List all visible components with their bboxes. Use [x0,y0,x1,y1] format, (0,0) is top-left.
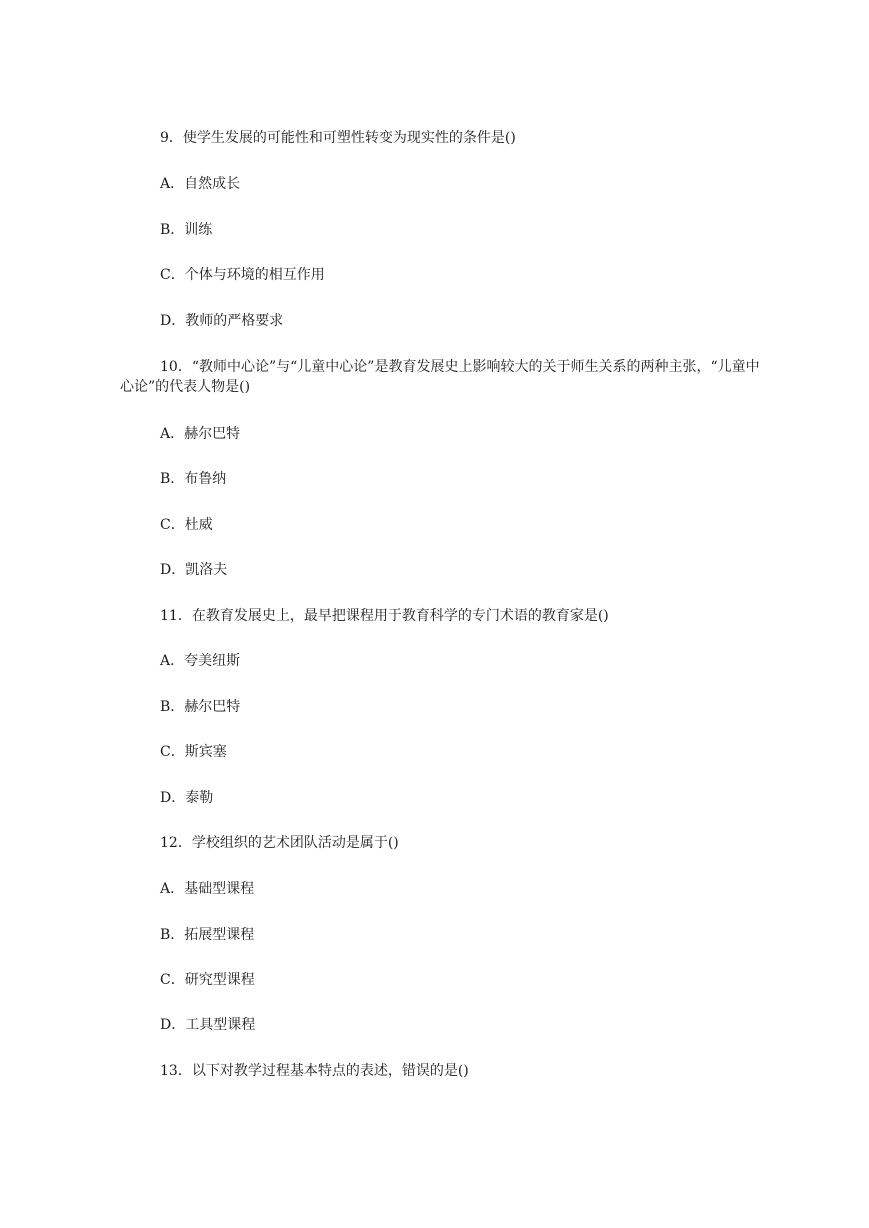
question-12-option-d: D．工具型课程 [160,1017,256,1033]
question-10-stem: 10．“教师中心论”与“儿童中心论”是教育发展史上影响较大的关于师生关系的两种主张，“儿童中心论”的代表人物是() [120,359,760,395]
question-9-option-a: A．自然成长 [160,176,241,192]
question-9-option-c: C．个体与环境的相互作用 [160,267,325,283]
question-10-option-b: B．布鲁纳 [160,471,227,487]
question-10-option-d: D．凯洛夫 [160,562,228,578]
question-10-option-c: C．杜威 [160,517,213,533]
question-11-option-c: C．斯宾塞 [160,744,227,760]
question-10-option-a: A．赫尔巴特 [160,426,241,442]
question-12-option-a: A．基础型课程 [160,881,255,897]
question-12-stem: 12．学校组织的艺术团队活动是属于() [160,835,399,851]
question-13-stem: 13．以下对教学过程基本特点的表述，错误的是() [160,1063,469,1079]
question-11-option-b: B．赫尔巴特 [160,699,241,715]
question-11-option-a: A．夸美纽斯 [160,653,241,669]
question-9-stem: 9．使学生发展的可能性和可塑性转变为现实性的条件是() [160,130,516,146]
question-9-option-b: B．训练 [160,222,213,238]
question-12-option-c: C．研究型课程 [160,972,255,988]
question-9-option-d: D．教师的严格要求 [160,313,284,329]
question-12-option-b: B．拓展型课程 [160,927,255,943]
question-11-option-d: D．泰勒 [160,790,214,806]
question-11-stem: 11．在教育发展史上，最早把课程用于教育科学的专门术语的教育家是() [160,608,609,624]
